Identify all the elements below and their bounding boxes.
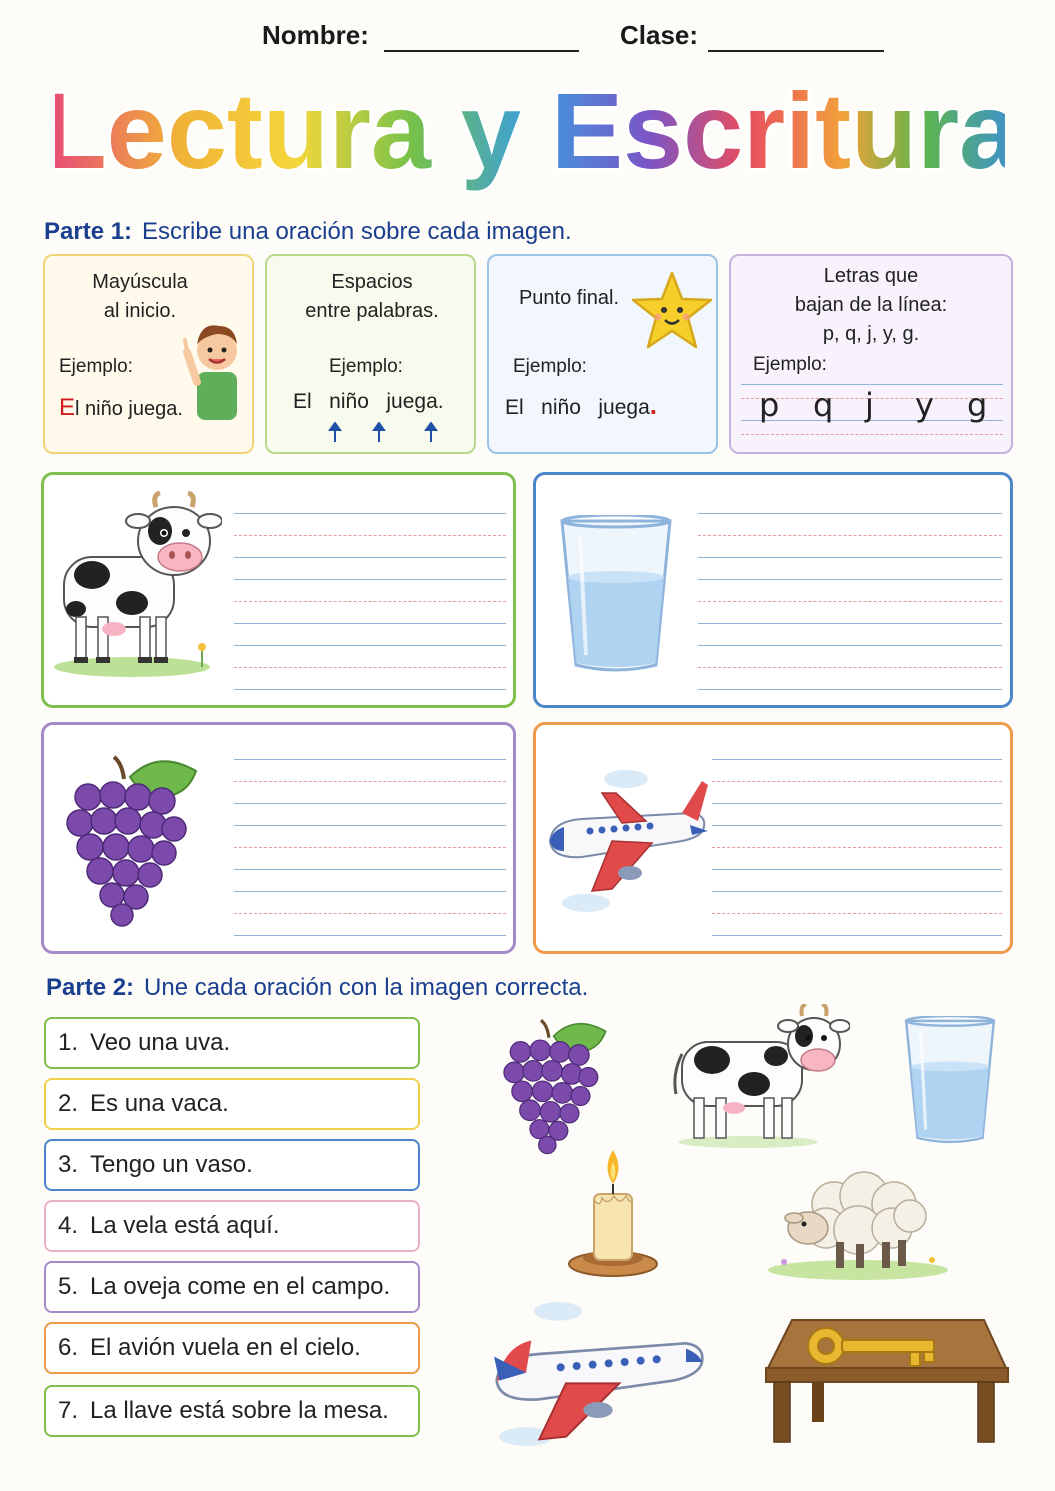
letter-p: p: [759, 386, 780, 424]
sentence-6[interactable]: [44, 1322, 420, 1374]
airplane-icon[interactable]: [486, 1300, 710, 1448]
airplane-icon: [542, 761, 710, 921]
sentence-number: 3.: [58, 1151, 79, 1178]
descender-guide-lines: [741, 384, 1003, 442]
rule-spaces-text: [277, 268, 467, 326]
sentence-3[interactable]: [44, 1139, 420, 1191]
class-field[interactable]: [708, 50, 884, 52]
final-dot: .: [649, 390, 657, 420]
grapes-icon: [58, 749, 208, 929]
part1-instruction: Escribe una oración sobre cada imagen.: [142, 218, 572, 245]
part2-instruction: Une cada oración con la imagen correcta.: [144, 974, 589, 1001]
glass-of-water-icon[interactable]: [900, 1016, 1000, 1146]
period-example-text: El niño juega: [505, 396, 650, 419]
part2-label: Parte 2:: [46, 974, 135, 1001]
letter-g: g: [967, 386, 988, 424]
rule-spaces-line1: Espacios: [331, 271, 413, 293]
sentence-5[interactable]: [44, 1261, 420, 1313]
grapes-icon[interactable]: [494, 1014, 618, 1156]
rule-spaces-line2: entre palabras.: [305, 300, 439, 322]
rule-period-example-label: Ejemplo:: [513, 356, 587, 377]
sentence-text: La vela está aquí.: [90, 1212, 280, 1239]
capital-letter: E: [59, 394, 76, 421]
page-title-graphic: [55, 68, 1005, 198]
writing-lines-airplane[interactable]: [712, 759, 1002, 945]
rule-descenders-text: [751, 262, 991, 349]
rule-card-descenders: [729, 254, 1013, 454]
up-arrow-icon: [426, 423, 436, 442]
name-label: Nombre:: [262, 20, 369, 50]
sheep-icon[interactable]: [764, 1158, 950, 1282]
rule-spaces-example: El niño juega.: [293, 390, 444, 413]
letter-q: q: [813, 386, 834, 424]
letter-y: y: [915, 386, 934, 424]
rule-card-capital: [43, 254, 254, 454]
rule-descenders-line3: p, q, j, y, g.: [822, 323, 920, 345]
glass-of-water-icon: [556, 515, 676, 675]
sentence-number: 2.: [58, 1090, 79, 1117]
sentence-number: 5.: [58, 1273, 79, 1300]
candle-icon[interactable]: [566, 1146, 660, 1280]
cow-icon[interactable]: [668, 1004, 850, 1150]
class-label: Clase:: [620, 20, 699, 50]
sentence-text: La oveja come en el campo.: [90, 1273, 391, 1300]
writing-box-cow: [41, 472, 516, 708]
sentence-text: El avión vuela en el cielo.: [90, 1334, 361, 1361]
rule-capital-line1: Mayúscula: [92, 271, 188, 293]
rule-capital-example: [59, 394, 183, 422]
sentence-number: 4.: [58, 1212, 79, 1239]
writing-lines-grapes[interactable]: [234, 759, 506, 945]
sentence-number: 7.: [58, 1397, 79, 1424]
part1-heading: [44, 218, 572, 246]
part1-label: Parte 1:: [44, 218, 133, 245]
smiling-star-icon: [629, 270, 715, 352]
up-arrow-icon: [374, 423, 384, 442]
rule-descenders-line2: bajan de la línea:: [794, 294, 948, 316]
cow-icon: [52, 491, 222, 681]
rule-descenders-line1: Letras que: [823, 265, 919, 287]
sentence-number: 1.: [58, 1029, 79, 1056]
sentence-text: La llave está sobre la mesa.: [90, 1397, 389, 1424]
space-arrows: [327, 422, 447, 444]
writing-lines-glass[interactable]: [698, 513, 1002, 693]
sentence-text: Veo una uva.: [90, 1029, 231, 1056]
rule-period-example: [505, 390, 657, 421]
rule-spaces-example-label: Ejemplo:: [329, 356, 403, 377]
writing-box-grapes: [41, 722, 516, 954]
capital-example-rest: l niño juega.: [75, 398, 183, 420]
sentence-7[interactable]: [44, 1385, 420, 1437]
sentence-2[interactable]: [44, 1078, 420, 1130]
name-field[interactable]: [384, 50, 579, 52]
rule-card-period: [487, 254, 718, 454]
part2-heading: [46, 974, 588, 1002]
rule-descenders-example-label: Ejemplo:: [753, 354, 827, 375]
title-text: Lectura y Escritura: [55, 70, 1005, 191]
sentence-1[interactable]: [44, 1017, 420, 1069]
letter-j: j: [865, 386, 874, 424]
up-arrow-icon: [330, 423, 340, 442]
rule-card-spaces: [265, 254, 476, 454]
sentence-number: 6.: [58, 1334, 79, 1361]
writing-box-glass: [533, 472, 1013, 708]
sentence-text: Es una vaca.: [90, 1090, 229, 1117]
page-title: [55, 68, 1005, 198]
writing-lines-cow[interactable]: [234, 513, 506, 693]
sentence-4[interactable]: [44, 1200, 420, 1252]
rule-capital-example-label: Ejemplo:: [59, 356, 133, 377]
sentence-text: Tengo un vaso.: [90, 1151, 253, 1178]
rule-period-text: Punto final.: [518, 287, 620, 309]
rule-capital-line2: al inicio.: [103, 300, 177, 322]
boy-pointing-icon: [183, 312, 249, 424]
key-on-table-icon[interactable]: [752, 1312, 1010, 1446]
writing-box-airplane: [533, 722, 1013, 954]
